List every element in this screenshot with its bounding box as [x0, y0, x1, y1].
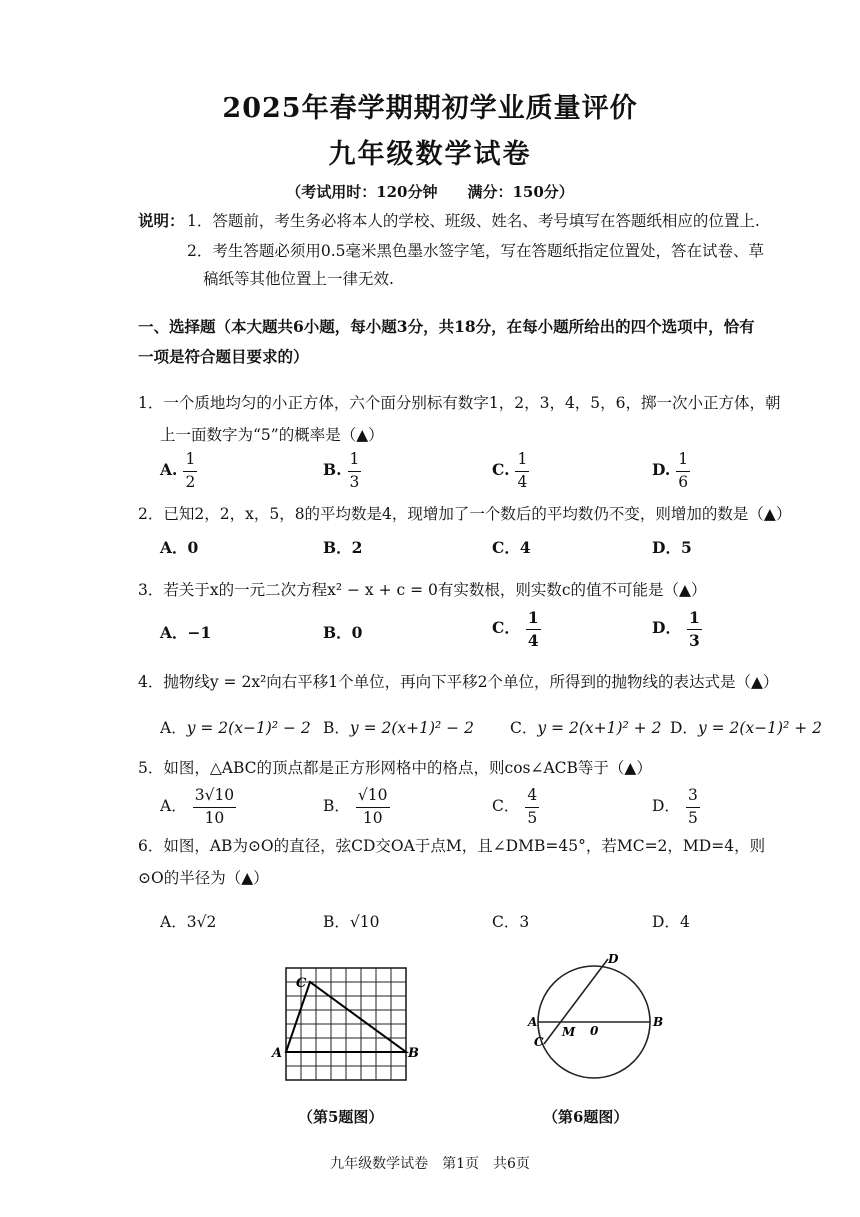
notes-item-2b: 稿纸等其他位置上一律无效. [203, 270, 394, 288]
section-heading-line1: 一、选择题（本大题共6小题，每小题3分，共18分，在每小题所给出的四个选项中，恰有 [138, 317, 755, 336]
q2-option-c[interactable]: C．4 [492, 538, 531, 557]
question-5-line1: 5．如图，△ABC的顶点都是正方形网格中的格点，则cos∠ACB等于（▲） [138, 759, 652, 777]
question-1-line2: 上一面数字为“5”的概率是（▲） [160, 426, 384, 444]
notes-item-1: 1．答题前，考生务必将本人的学校、班级、姓名、考号填写在答题纸相应的位置上. [187, 212, 760, 230]
exam-subtitle: 九年级数学试卷 [328, 139, 532, 170]
q6-option-b[interactable]: B．√10 [323, 913, 380, 931]
fig6-label-m: M [562, 1025, 576, 1039]
q6-option-d[interactable]: D．4 [652, 913, 690, 931]
q1-option-d[interactable]: D. $\frac{1}{6}$ [652, 450, 689, 491]
q4-option-c[interactable]: C．y = 2(x+1)² + 2 [510, 719, 662, 737]
q1-option-c[interactable]: C. $\frac{1}{4}$ [492, 450, 528, 491]
section-heading-line2: 一项是符合题目要求的） [138, 347, 309, 366]
exam-title: 2025年春学期期初学业质量评价 [222, 93, 638, 124]
q3-option-d[interactable]: D． $\frac{1}{3}$ [652, 608, 700, 650]
q5-option-a[interactable]: A． $\frac{3√10}{10}$ [160, 786, 235, 827]
figure-6-circle [520, 948, 670, 1098]
notes-label: 说明： [138, 211, 185, 230]
fig6-label-o: 0 [590, 1024, 599, 1038]
figure-5-grid [262, 960, 422, 1085]
q1-option-a[interactable]: A. $\frac{1}{2}$ [160, 450, 196, 491]
notes-item-2a: 2．考生答题必须用0.5毫米黑色墨水签字笔，写在答题纸指定位置处，答在试卷、草 [187, 242, 765, 260]
question-2-line1: 2．已知2，2，x，5，8的平均数是4，现增加了一个数后的平均数仍不变，则增加的数是（▲） [138, 505, 792, 523]
fig6-label-c: C [534, 1035, 544, 1049]
question-6-line2: ⊙O的半径为（▲） [138, 869, 269, 887]
exam-info: （考试用时：120分钟 满分：150分） [286, 183, 574, 201]
question-6-line1: 6．如图，AB为⊙O的直径，弦CD交OA于点M，且∠DMB=45°，若MC=2，MD=4，则 [138, 837, 766, 855]
question-3-line1: 3．若关于x的一元二次方程x² − x + c = 0有实数根，则实数c的值不可能是（▲） [138, 581, 707, 599]
q2-option-d[interactable]: D．5 [652, 538, 692, 557]
q5-option-c[interactable]: C． $\frac{4}{5}$ [492, 786, 538, 827]
q4-option-b[interactable]: B．y = 2(x+1)² − 2 [323, 719, 474, 737]
figure-6-caption: （第6题图） [543, 1108, 629, 1126]
fig6-label-d: D [608, 952, 619, 966]
figure-5-caption: （第5题图） [298, 1108, 384, 1126]
fig6-label-a: A [528, 1015, 538, 1029]
q2-option-a[interactable]: A．0 [160, 538, 199, 557]
question-4-line1: 4．抛物线y = 2x²向右平移1个单位，再向下平移2个单位，所得到的抛物线的表达式是（▲） [138, 673, 779, 691]
q6-option-c[interactable]: C．3 [492, 913, 530, 931]
fig5-label-b: B [408, 1046, 419, 1061]
q2-option-b[interactable]: B．2 [323, 538, 363, 557]
q4-option-d[interactable]: D．y = 2(x−1)² + 2 [670, 719, 822, 737]
q6-option-a[interactable]: A．3√2 [160, 913, 217, 931]
q5-option-d[interactable]: D． $\frac{3}{5}$ [652, 786, 698, 827]
q3-option-b[interactable]: B．0 [323, 623, 363, 642]
q1-option-b[interactable]: B. $\frac{1}{3}$ [323, 450, 360, 491]
q5-option-b[interactable]: B． $\frac{√10}{10}$ [323, 786, 388, 827]
fig5-label-a: A [272, 1046, 283, 1061]
q4-option-a[interactable]: A．y = 2(x−1)² − 2 [160, 719, 311, 737]
question-1-line1: 1．一个质地均匀的小正方体，六个面分别标有数字1，2，3，4，5，6，掷一次小正方体，朝 [138, 394, 781, 412]
fig6-label-b: B [653, 1015, 664, 1029]
q3-option-c[interactable]: C． $\frac{1}{4}$ [492, 608, 539, 650]
q3-option-a[interactable]: A．−1 [160, 623, 212, 642]
fig5-label-c: C [296, 976, 307, 991]
page-footer: 九年级数学试卷 第1页 共6页 [330, 1156, 530, 1172]
